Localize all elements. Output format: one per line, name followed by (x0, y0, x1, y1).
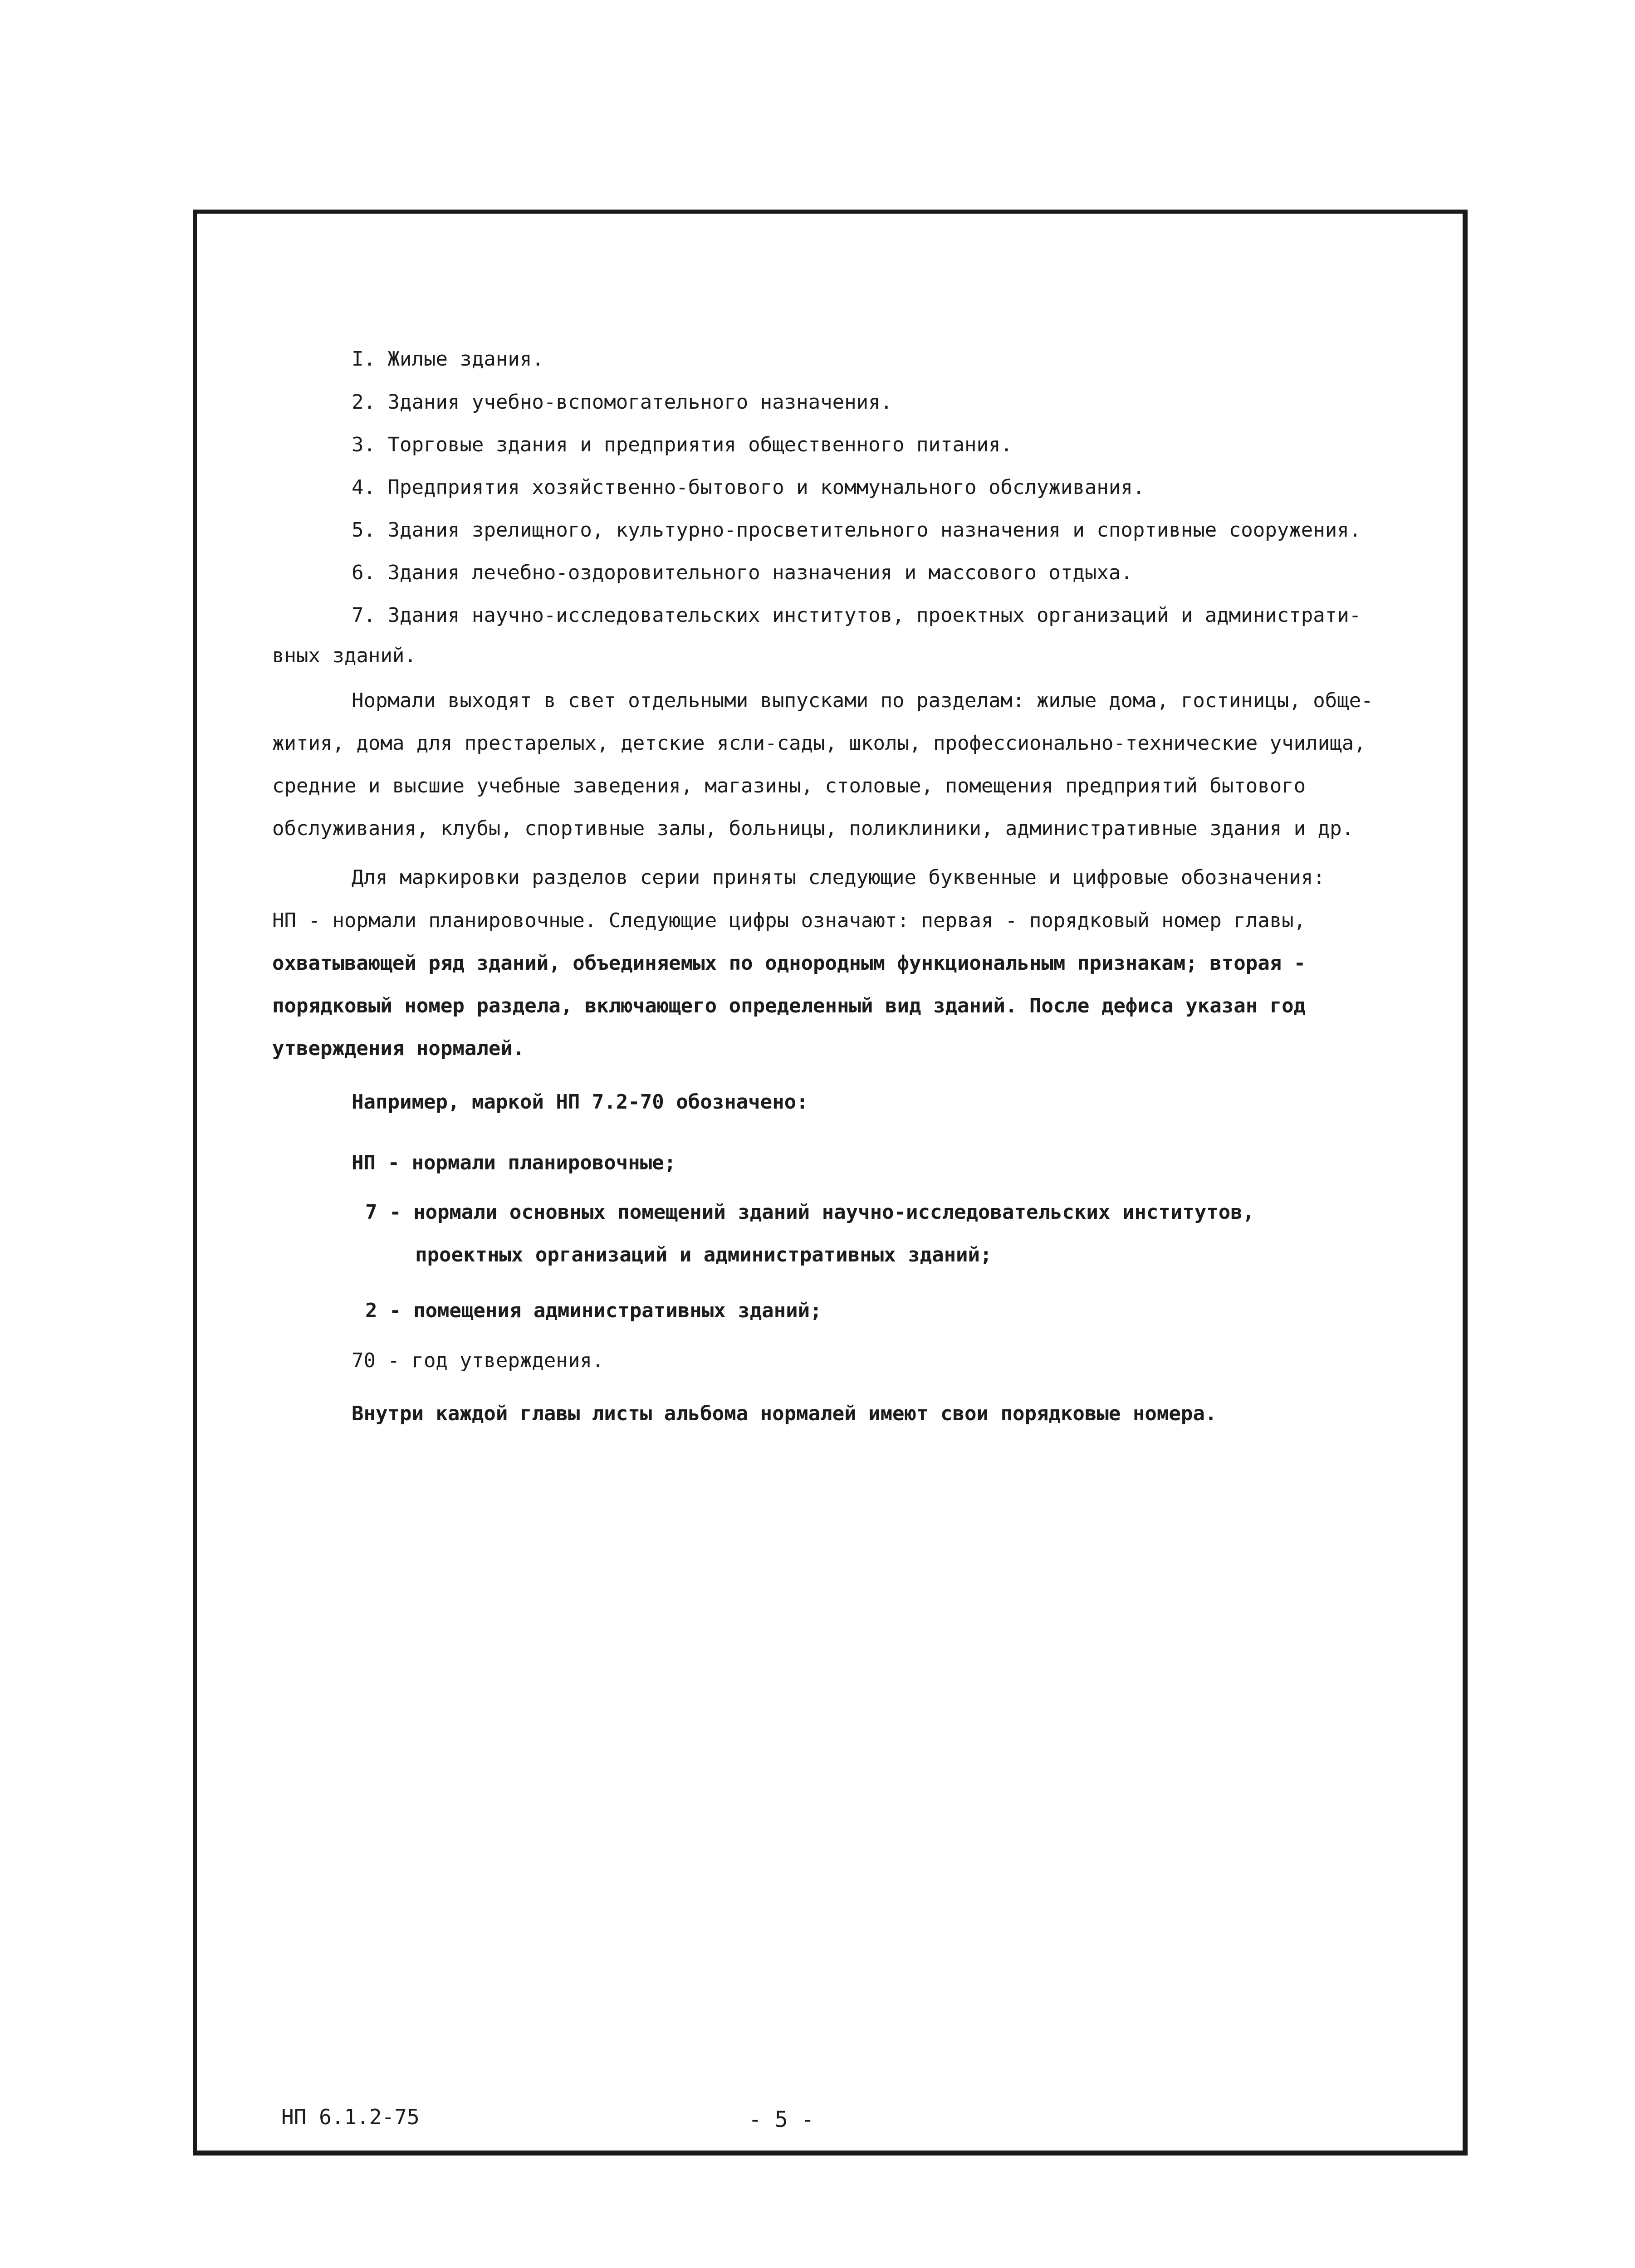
example-np: НП - нормали планировочные; (352, 1151, 676, 1174)
paragraph-2-line-5: утверждения нормалей. (272, 1037, 525, 1060)
example-seventy: 70 - год утверждения. (352, 1349, 604, 1372)
example-intro: Например, маркой НП 7.2-70 обозначено: (352, 1090, 808, 1114)
list-item-5: 5. Здания зрелищного, культурно-просветительного назначения и спортивные сооружения. (352, 518, 1361, 542)
example-seven-line-1: 7 - нормали основных помещений зданий научно-исследовательских институтов, (365, 1201, 1255, 1224)
document-code: НП 6.1.2-75 (281, 2105, 420, 2129)
list-item-6: 6. Здания лечебно-оздоровительного назначения и массового отдыха. (352, 561, 1133, 584)
list-item-2: 2. Здания учебно-вспомогательного назначения. (352, 391, 893, 414)
paragraph-1-line-1: Нормали выходят в свет отдельными выпусками по разделам: жилые дома, гостиницы, обще- (352, 689, 1373, 712)
list-item-1: I. Жилые здания. (352, 347, 544, 371)
list-item-7: 7. Здания научно-исследовательских институтов, проектных организаций и администрати- (352, 604, 1361, 627)
paragraph-2-line-2: НП - нормали планировочные. Следующие цифры означают: первая - порядковый номер главы, (272, 909, 1306, 932)
list-item-7-continued: вных зданий. (272, 644, 416, 667)
page-frame (193, 210, 1468, 2156)
example-seven-line-2: проектных организаций и административных зданий; (415, 1243, 992, 1266)
paragraph-1-line-3: средние и высшие учебные заведения, магазины, столовые, помещения предприятий бытового (272, 774, 1306, 797)
paragraph-1-line-4: обслуживания, клубы, спортивные залы, больницы, поликлиники, административные здания и др. (272, 817, 1354, 840)
list-item-3: 3. Торговые здания и предприятия общественного питания. (352, 433, 1013, 456)
list-item-4: 4. Предприятия хозяйственно-бытового и коммунального обслуживания. (352, 476, 1145, 499)
paragraph-1-line-2: жития, дома для престарелых, детские ясли-сады, школы, профессионально-технические училища, (272, 732, 1366, 755)
page-number: - 5 - (749, 2107, 814, 2132)
example-two: 2 - помещения административных зданий; (365, 1299, 822, 1322)
paragraph-2-line-1: Для маркировки разделов серии приняты следующие буквенные и цифровые обозначения: (352, 866, 1325, 889)
paragraph-2-line-3: охватывающей ряд зданий, объединяемых по однородным функциональным признакам; вторая - (272, 952, 1306, 975)
closing-sentence: Внутри каждой главы листы альбома нормалей имеют свои порядковые номера. (352, 1402, 1217, 1425)
paragraph-2-line-4: порядковый номер раздела, включающего определенный вид зданий. После дефиса указан год (272, 994, 1306, 1017)
